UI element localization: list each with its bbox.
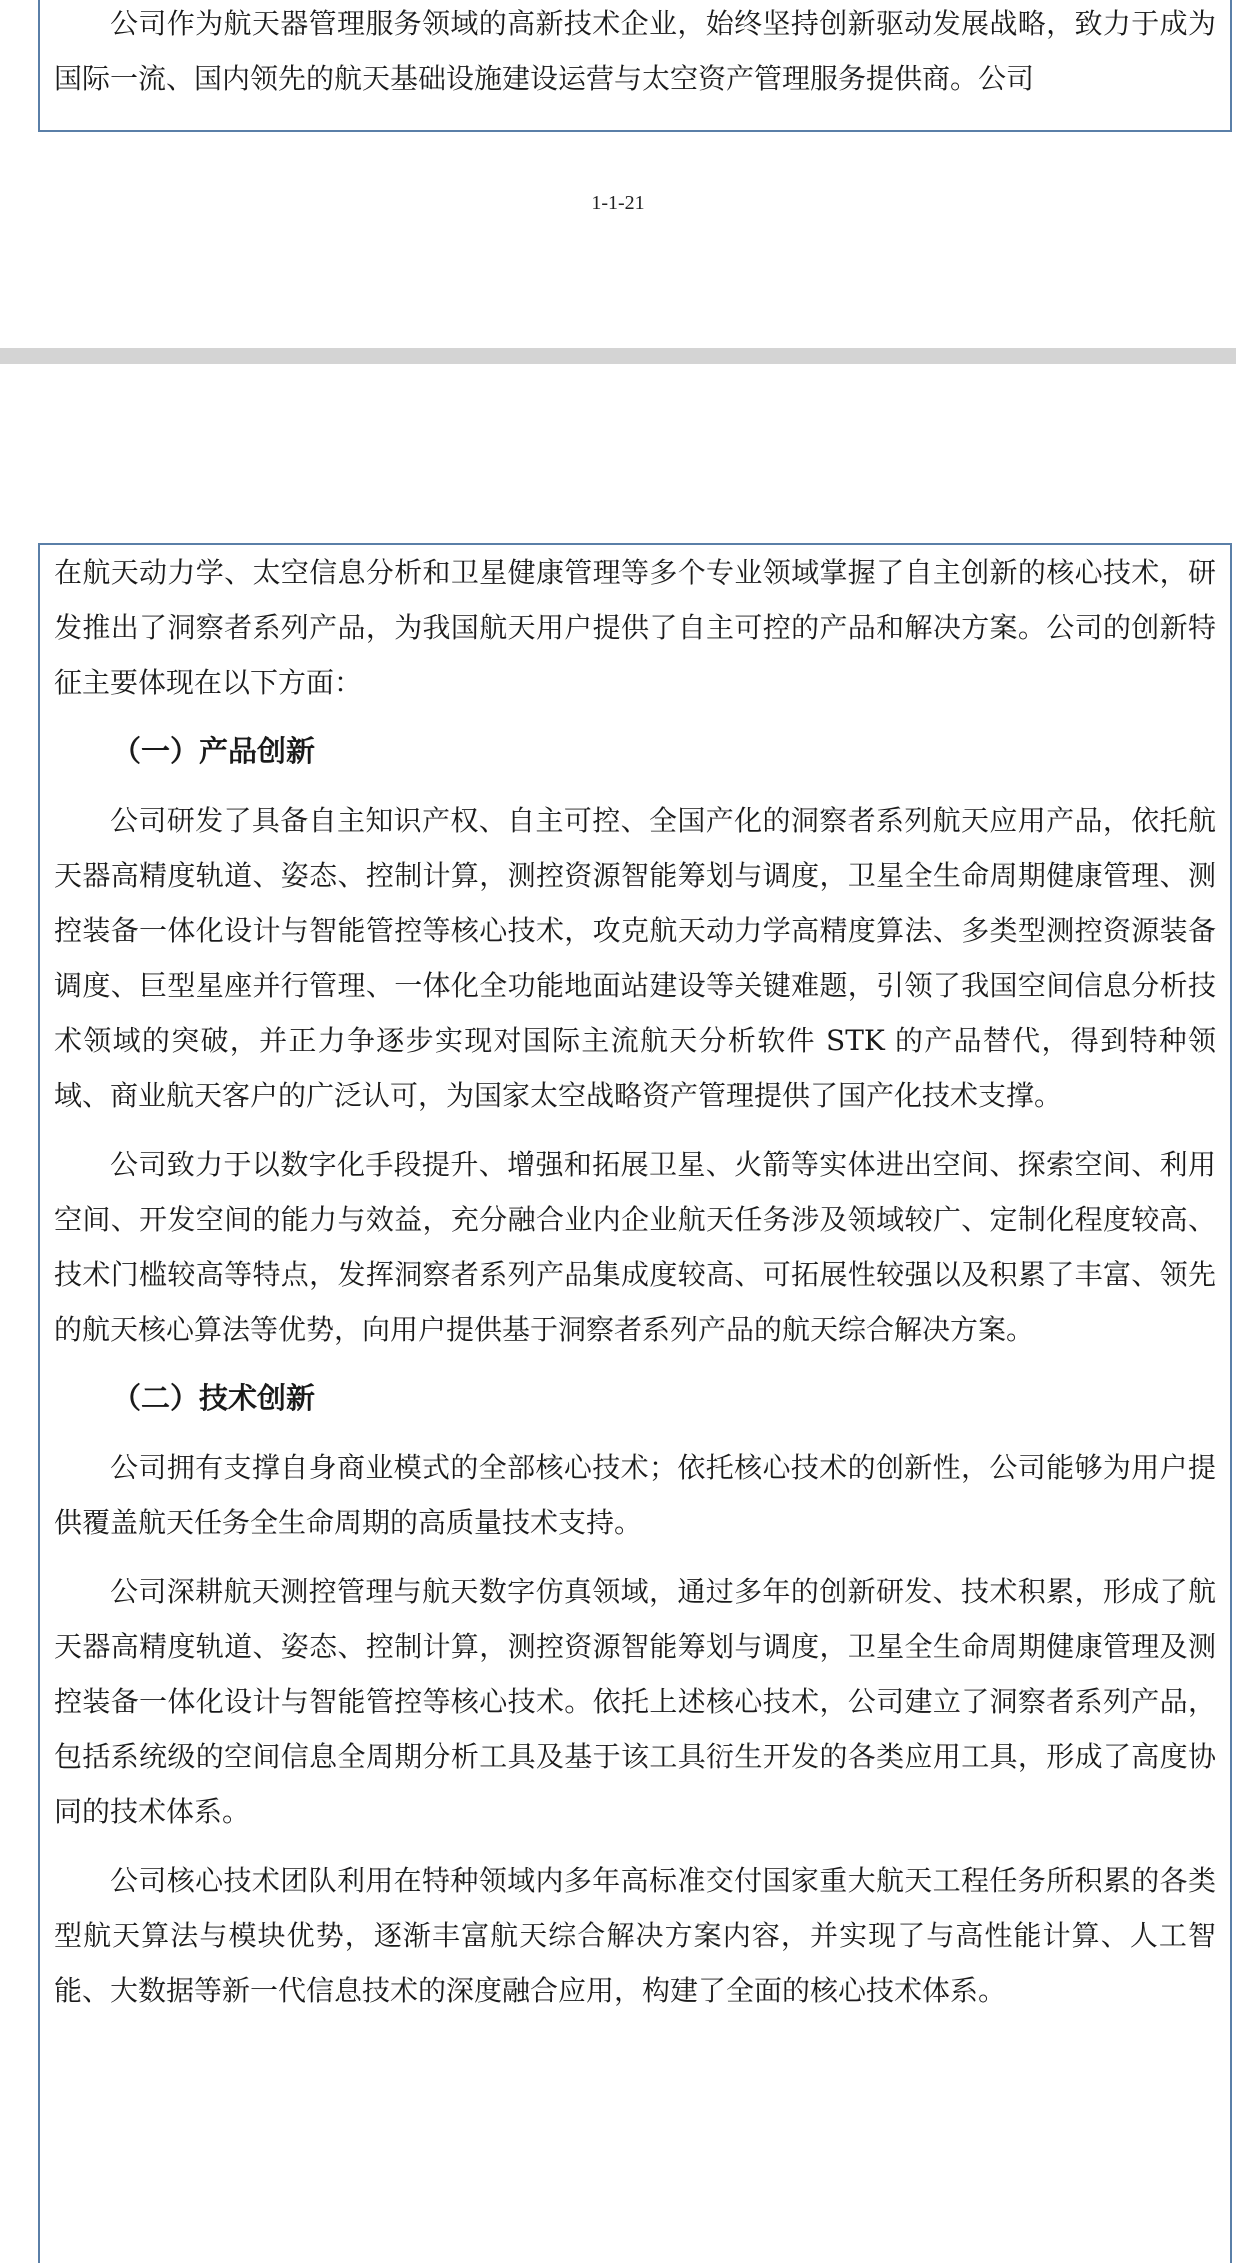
- top-paragraph: 公司作为航天器管理服务领域的高新技术企业，始终坚持创新驱动发展战略，致力于成为国际一流、国内领先的航天基础设施建设运营与太空资产管理服务提供商。公司: [54, 7, 1216, 95]
- main-text-box: [38, 543, 1232, 2263]
- page-divider: [0, 348, 1236, 364]
- section-heading-technology-innovation: （二）技术创新: [112, 1381, 316, 1415]
- body-paragraph: 公司致力于以数字化手段提升、增强和拓展卫星、火箭等实体进出空间、探索空间、利用空间、开发空间的能力与效益，充分融合业内企业航天任务涉及领域较广、定制化程度较高、技术门槛较高等特点，发挥洞察者系列产品集成度较高、可拓展性较强以及积累了丰富、领先的航天核心算法等优势，向用户提供基于洞察者系列产品的航天综合解决方案。: [54, 1148, 1216, 1346]
- top-text-box: [38, 0, 1232, 132]
- body-paragraph: 公司核心技术团队利用在特种领域内多年高标准交付国家重大航天工程任务所积累的各类型航天算法与模块优势，逐渐丰富航天综合解决方案内容，并实现了与高性能计算、人工智能、大数据等新一代信息技术的深度融合应用，构建了全面的核心技术体系。: [54, 1864, 1216, 2007]
- body-paragraph: 公司拥有支撑自身商业模式的全部核心技术；依托核心技术的创新性，公司能够为用户提供覆盖航天任务全生命周期的高质量技术支持。: [54, 1451, 1216, 1539]
- intro-paragraph: 在航天动力学、太空信息分析和卫星健康管理等多个专业领域掌握了自主创新的核心技术，研发推出了洞察者系列产品，为我国航天用户提供了自主可控的产品和解决方案。公司的创新特征主要体现在以下方面：: [54, 556, 1216, 699]
- body-paragraph: 公司深耕航天测控管理与航天数字仿真领域，通过多年的创新研发、技术积累，形成了航天器高精度轨道、姿态、控制计算，测控资源智能筹划与调度，卫星全生命周期健康管理及测控装备一体化设计与智能管控等核心技术。依托上述核心技术，公司建立了洞察者系列产品，包括系统级的空间信息全周期分析工具及基于该工具衍生开发的各类应用工具，形成了高度协同的技术体系。: [54, 1575, 1216, 1828]
- body-paragraph: 公司研发了具备自主知识产权、自主可控、全国产化的洞察者系列航天应用产品，依托航天器高精度轨道、姿态、控制计算，测控资源智能筹划与调度，卫星全生命周期健康管理、测控装备一体化设计与智能管控等核心技术，攻克航天动力学高精度算法、多类型测控资源装备调度、巨型星座并行管理、一体化全功能地面站建设等关键难题，引领了我国空间信息分析技术领域的突破，并正力争逐步实现对国际主流航天分析软件 STK 的产品替代，得到特种领域、商业航天客户的广泛认可，为国家太空战略资产管理提供了国产化技术支撑。: [54, 804, 1216, 1112]
- section-heading-product-innovation: （一）产品创新: [112, 734, 316, 768]
- page-number: 1-1-21: [591, 192, 645, 214]
